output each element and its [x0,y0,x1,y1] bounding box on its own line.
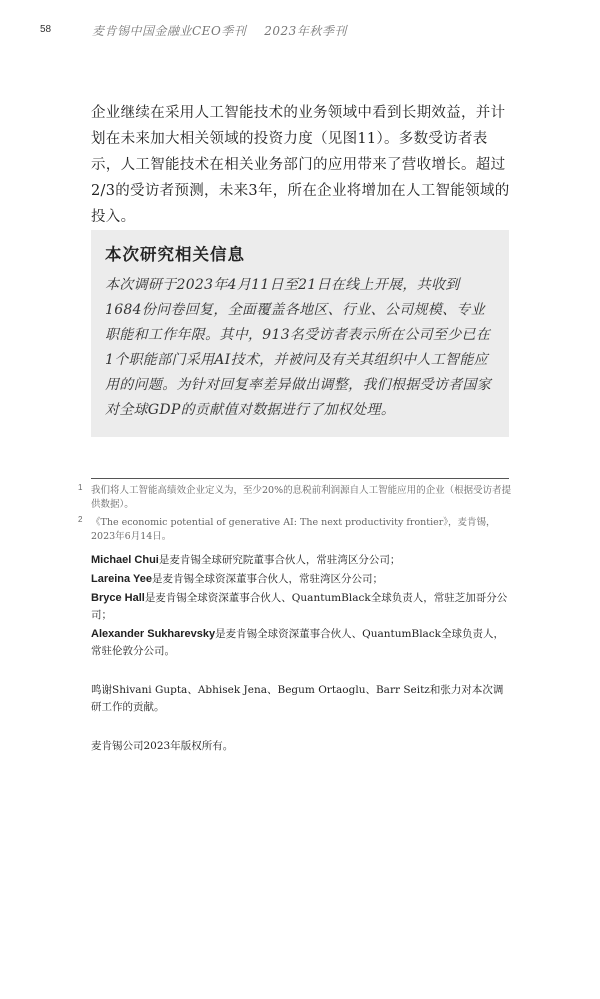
page-number: 58 [40,24,52,35]
author-name: Lareina Yee [91,573,152,585]
author-role: 是麦肯锡全球研究院董事合伙人，常驻湾区分公司； [158,554,401,566]
author-name: Michael Chui [91,554,159,566]
author-list [91,552,513,662]
footnote-text: 《The economic potential of generative AI: The next productivity frontier》，麦肯锡，2023年6月14日。 [91,517,496,542]
author-role: 是麦肯锡全球资深董事合伙人、QuantumBlack全球负责人，常驻芝加哥分公司； [91,592,508,621]
footnote-divider [91,478,509,479]
author-role: 是麦肯锡全球资深董事合伙人、QuantumBlack全球负责人，常驻伦敦分公司。 [91,628,505,657]
publication-name: 麦肯锡中国金融业CEO季刊 [92,24,247,38]
footnote [78,484,513,512]
author-name: Bryce Hall [91,592,145,604]
research-info-box [91,230,509,437]
running-title [92,22,365,39]
issue-name: 2023年秋季刊 [264,24,347,38]
author-entry [91,626,513,660]
intro-paragraph: 企业继续在采用人工智能技术的业务领域中看到长期效益，并计划在未来加大相关领域的投资力度（见图11）。多数受访者表示，人工智能技术在相关业务部门的应用带来了营收增长。超过2/3的受访者预测，未来3年，所在企业将增加在人工智能领域的投入。 [91,105,510,225]
author-entry [91,590,513,624]
page-header [0,22,600,42]
copyright-notice: 麦肯锡公司2023年版权所有。 [91,740,234,752]
author-role: 是麦肯锡全球资深董事合伙人，常驻湾区分公司； [151,573,383,585]
author-entry [91,571,513,588]
author-name: Alexander Sukharevsky [91,628,216,640]
author-entry [91,552,513,569]
footnote-mark: 1 [78,483,83,492]
footnote [78,516,513,544]
acknowledgement: 鸣谢Shivani Gupta、Abhisek Jena、Begum Ortaoglu、Barr Seitz和张力对本次调研工作的贡献。 [91,684,504,713]
research-info-title: 本次研究相关信息 [105,245,245,264]
footnote-text: 我们将人工智能高绩效企业定义为，至少20%的息税前利润源自人工智能应用的企业（根据受访者提供数据）。 [91,485,512,510]
research-info-body: 本次调研于2023年4月11日至21日在线上开展，共收到1684份问卷回复，全面覆盖各地区、行业、公司规模、专业职能和工作年限。其中，913名受访者表示所在公司至少已在1个职能部门采用AI技术，并被问及有关其组织中人工智能应用的问题。为针对回复率差异做出调整，我们根据受访者国家对全球GDP的贡献值对数据进行了加权处理。 [105,277,492,418]
footnote-mark: 2 [78,515,83,524]
footnotes [78,484,513,548]
